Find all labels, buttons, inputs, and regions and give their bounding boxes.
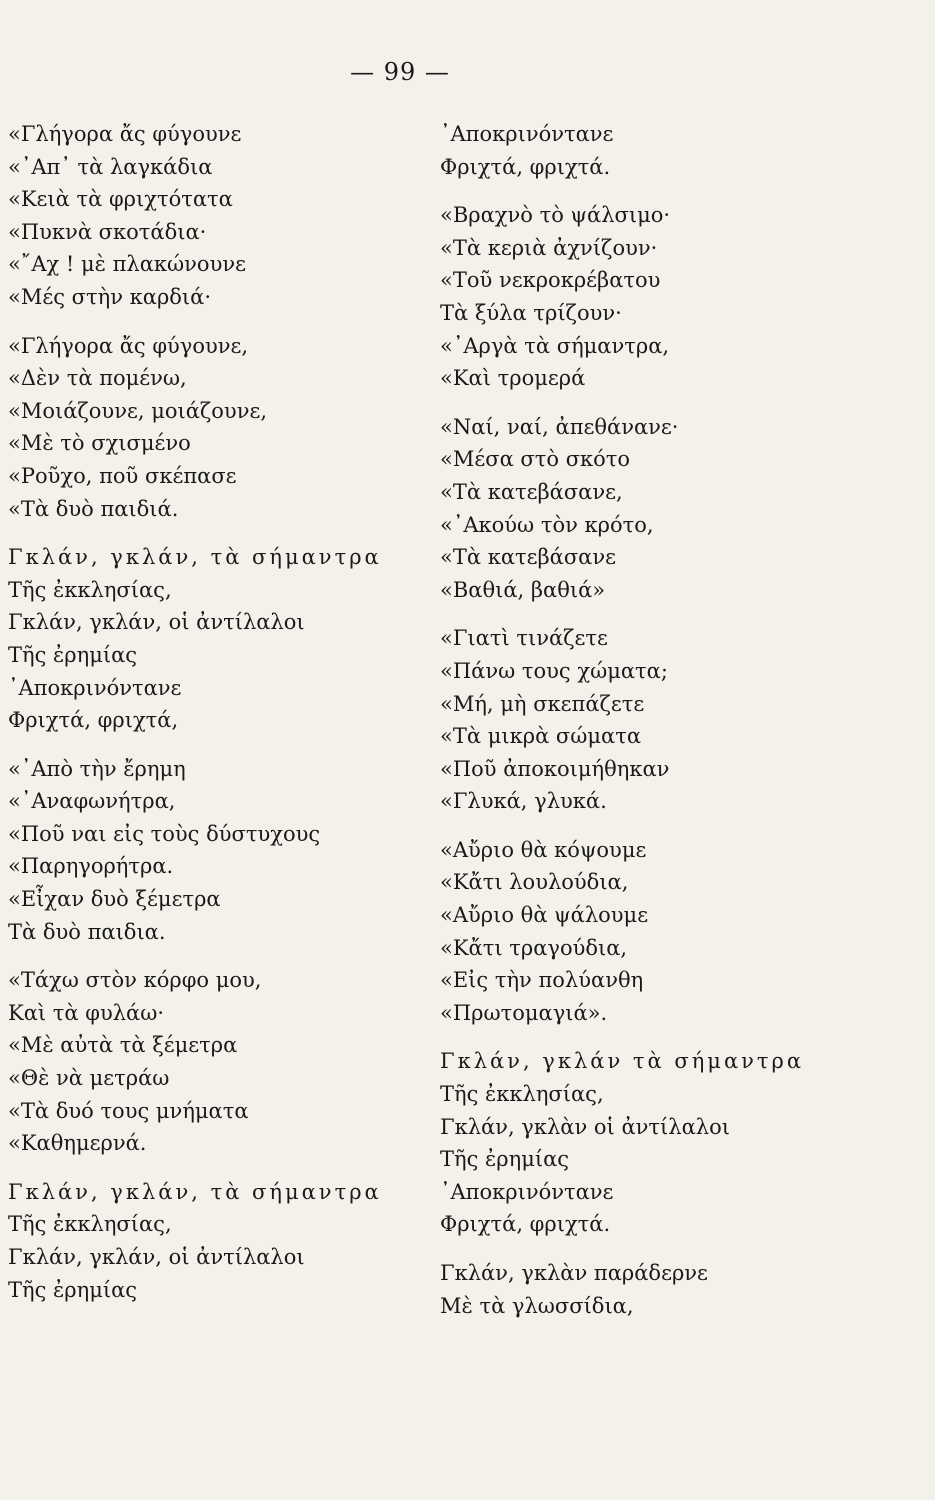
verse-line: «Τὰ δυό τους μνήματα: [8, 1098, 249, 1123]
verse-line: «Μοιάζουνε, μοιάζουνε,: [8, 398, 268, 423]
verse-line: «Μὲ τὸ σχισμένο: [8, 431, 191, 456]
refrain: [8, 541, 418, 737]
verse-line: «᾿Αργὰ τὰ σήμαντρα,: [440, 333, 670, 358]
verse-line: «Βαθιά, βαθιά»: [440, 577, 606, 602]
verse-line: Τὰ ξύλα τρίζουν·: [440, 300, 622, 325]
verse-line: «Ποῦ ἀποκοιμήθηκαν: [440, 756, 670, 781]
stanza: [440, 1257, 860, 1322]
verse-line: Φριχτά, φριχτά.: [440, 154, 611, 179]
verse-line: Μὲ τὰ γλωσσίδια,: [440, 1293, 634, 1318]
verse-line: «Τὰ κατεβάσανε,: [440, 479, 623, 504]
verse-line: «Γιατὶ τινάζετε: [440, 626, 608, 651]
stanza: [440, 118, 860, 183]
verse-line: «Εἰς τὴν πολύανθη: [440, 968, 644, 993]
left-column: [8, 118, 418, 1306]
stanza: [8, 964, 418, 1160]
verse-line: «Μέσα στὸ σκότο: [440, 447, 631, 472]
stanza: [440, 199, 860, 395]
refrain-first-line: Γκλάν, γκλάν, τὰ σήμαντρα: [8, 1179, 382, 1204]
refrain: [440, 1045, 860, 1241]
verse-line: Φριχτά, φριχτά,: [8, 708, 179, 733]
verse-line: «Κειὰ τὰ φριχτότατα: [8, 187, 233, 212]
verse-line: ᾿Αποκρινόντανε: [440, 122, 614, 146]
verse-line: «Τὰ κατεβάσανε: [440, 545, 616, 570]
verse-line: «Πυκνὰ σκοτάδια·: [8, 219, 207, 244]
verse-line: «Ροῦχο, ποῦ σκέπασε: [8, 463, 237, 488]
verse-line: «Αὔριο θὰ κόψουμε: [440, 837, 647, 862]
verse-line: Τῆς ἐρημίας: [8, 1277, 138, 1302]
stanza: [8, 753, 418, 949]
verse-line: Τῆς ἐρημίας: [440, 1147, 570, 1172]
verse-line: «᾿Αναφωνήτρα,: [8, 789, 176, 814]
verse-line: «Τάχω στὸν κόρφο μου,: [8, 968, 262, 993]
verse-line: ᾿Αποκρινόντανε: [8, 675, 182, 700]
verse-line: «Παρηγορήτρα.: [8, 854, 174, 879]
stanza: [440, 834, 860, 1030]
verse-line: «Κἄτι τραγούδια,: [440, 935, 628, 960]
verse-line: «Κἄτι λουλούδια,: [440, 870, 629, 895]
verse-line: Τῆς ἐκκλησίας,: [8, 577, 172, 602]
verse-line: Γκλάν, γκλάν, οἱ ἀντίλαλοι: [8, 610, 305, 635]
verse-line: «᾿Απὸ τὴν ἔρημη: [8, 756, 186, 781]
verse-line: Γκλάν, γκλὰν παράδερνε: [440, 1261, 708, 1285]
verse-line: «Βραχνὸ τὸ ψάλσιμο·: [440, 203, 671, 228]
verse-line: «Γλήγορα ἄς φύγουνε: [8, 122, 242, 146]
verse-line: «Τοῦ νεκροκρέβατου: [440, 268, 661, 293]
verse-line: «᾿Απ᾿ τὰ λαγκάδια: [8, 154, 213, 179]
stanza: [8, 118, 418, 314]
verse-line: «Εἶχαν δυὸ ξέμετρα: [8, 887, 221, 912]
verse-line: «Τὰ δυὸ παιδιά.: [8, 496, 179, 521]
verse-line: «Αὔριο θὰ ψάλουμε: [440, 903, 649, 928]
verse-line: «Γλυκά, γλυκά.: [440, 789, 607, 814]
verse-line: «Μές στὴν καρδιά·: [8, 284, 212, 309]
verse-line: Τὰ δυὸ παιδια.: [8, 919, 166, 944]
verse-line: Τῆς ἐρημίας: [8, 642, 138, 667]
verse-line: «Πάνω τους χώματα;: [440, 658, 668, 683]
right-column: [440, 118, 860, 1322]
verse-line: Καὶ τὰ φυλάω·: [8, 1000, 165, 1025]
verse-line: «Καὶ τρομερά: [440, 366, 586, 391]
verse-line: «Μὲ αὐτὰ τὰ ξέμετρα: [8, 1033, 238, 1058]
verse-line: Γκλάν, γκλάν, οἱ ἀντίλαλοι: [8, 1245, 305, 1269]
verse-line: ᾿Αποκρινόντανε: [440, 1179, 614, 1204]
verse-line: Τῆς ἐκκλησίας,: [8, 1212, 172, 1237]
refrain: [8, 1176, 418, 1306]
verse-line: «῎Αχ ! μὲ πλακώνουνε: [8, 252, 246, 277]
verse-line: «Δὲν τὰ πομένω,: [8, 366, 187, 391]
refrain-first-line: Γκλάν, γκλάν τὰ σήμαντρα: [440, 1049, 805, 1074]
verse-line: «Ναί, ναί, ἀπεθάνανε·: [440, 414, 679, 439]
verse-line: «Τὰ κεριὰ ἀχνίζουν·: [440, 235, 658, 260]
verse-line: «Καθημερνά.: [8, 1131, 147, 1156]
stanza: [440, 622, 860, 818]
refrain-first-line: Γκλάν, γκλάν, τὰ σήμαντρα: [8, 545, 382, 570]
stanza: [8, 330, 418, 526]
stanza: [440, 411, 860, 607]
verse-line: Γκλάν, γκλὰν οἱ ἀντίλαλοι: [440, 1114, 730, 1139]
verse-line: Φριχτά, φριχτά.: [440, 1212, 611, 1237]
verse-line: «Πρωτομαγιά».: [440, 1000, 608, 1025]
verse-line: «Γλήγορα ἄς φύγουνε,: [8, 333, 249, 358]
verse-line: Τῆς ἐκκλησίας,: [440, 1082, 604, 1107]
verse-line: «Τὰ μικρὰ σώματα: [440, 724, 642, 749]
verse-line: «Μή, μὴ σκεπάζετε: [440, 691, 645, 716]
verse-line: «Ποῦ ναι εἰς τοὺς δύστυχους: [8, 821, 321, 846]
verse-line: «Θὲ νὰ μετράω: [8, 1066, 170, 1091]
page-number: — 99 —: [350, 58, 450, 86]
verse-line: «᾿Ακούω τὸν κρότο,: [440, 512, 654, 537]
